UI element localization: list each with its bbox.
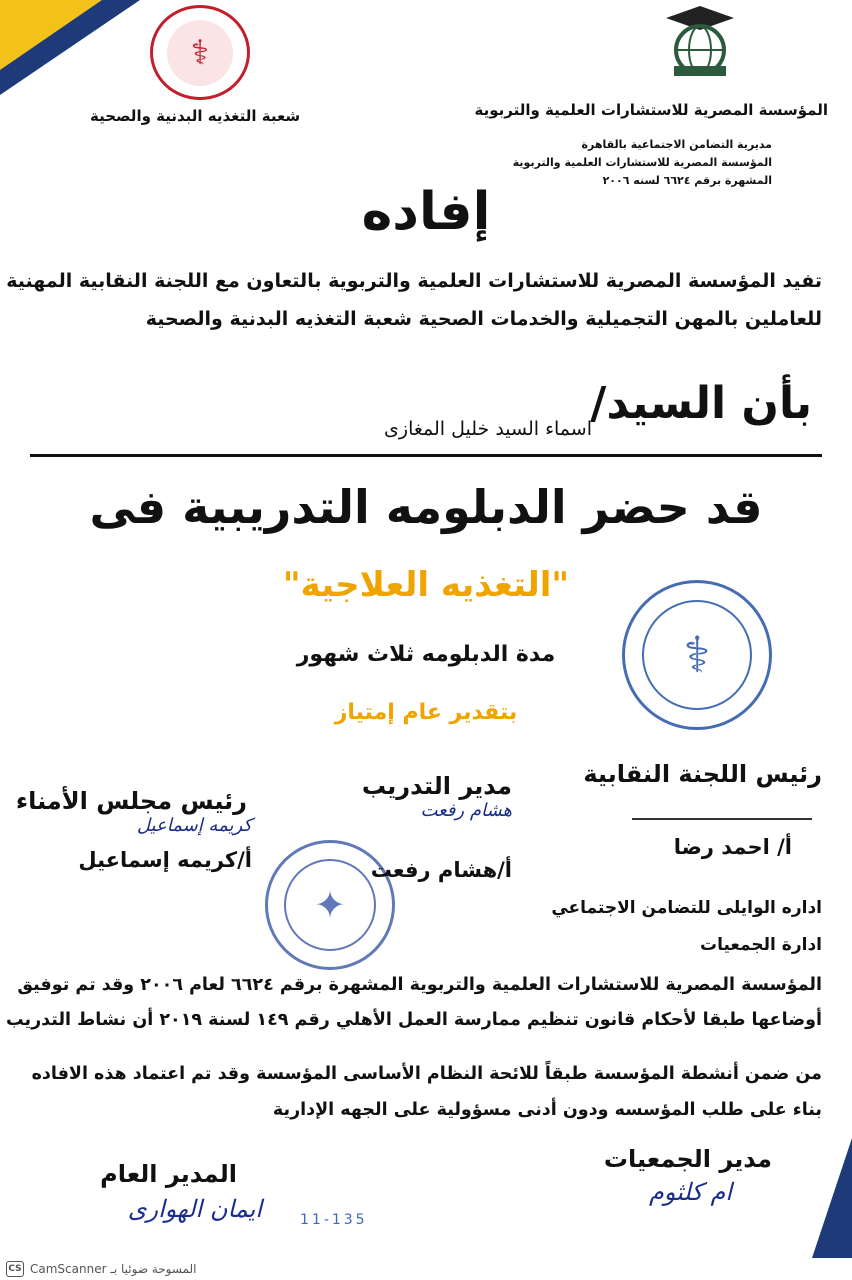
body-line-4: بناء على طلب المؤسسه ودون أدنى مسؤولية على الجهه الإدارية — [272, 1100, 822, 1120]
corner-decoration-bottom — [812, 1138, 852, 1258]
signatory-1-title: رئيس اللجنة النقابية — [583, 760, 822, 788]
divider — [30, 454, 822, 457]
corner-decoration-gold — [0, 0, 102, 70]
info-line-3: المشهرة برقم ٦٦٢٤ لسنه ٢٠٠٦ — [602, 174, 772, 187]
nutrition-branch-logo — [150, 5, 250, 100]
course-name: "التغذيه العلاجية" — [282, 565, 570, 605]
signatory-3-signature: كريمه إسماعيل — [136, 815, 252, 836]
eagle-emblem-icon: ✦ — [284, 859, 376, 951]
info-line-1: مديرية التضامن الاجتماعية بالقاهرة — [581, 138, 772, 151]
footer-signatory-2-title: المدير العام — [100, 1160, 237, 1188]
camscanner-icon: CS — [6, 1261, 24, 1277]
foundation-name: المؤسسة المصرية للاستشارات العلمية والتربوية — [474, 101, 828, 119]
info-line-2: المؤسسة المصرية للاستشارات العلمية والتربوية — [512, 156, 772, 169]
caduceus-icon: ⚕ — [642, 600, 752, 710]
admin-line-1: اداره الوايلى للتضامن الاجتماعي — [551, 898, 822, 918]
signatory-1-name: أ/ احمد رضا — [673, 835, 792, 859]
intro-line-2: للعاملين بالمهن التجميلية والخدمات الصحية شعبة التغذيه البدنية والصحية — [145, 308, 822, 330]
body-line-2: أوضاعها طبقا لأحكام قانون تنظيم ممارسة العمل الأهلي رقم ١٤٩ لسنة ٢٠١٩ أن نشاط التدريب — [6, 1010, 822, 1030]
footer-signatory-1-signature: ام كلثوم — [648, 1178, 732, 1206]
serial-number: 11-135 — [300, 1212, 368, 1228]
footer-signatory-2-signature: ايمان الهوارى — [127, 1195, 262, 1223]
signatory-3-name: أ/كريمه إسماعيل — [78, 848, 252, 872]
signatory-2-title: مدير التدريب — [361, 772, 512, 800]
signature-line-1 — [632, 818, 812, 820]
course-grade: بتقدير عام إمتياز — [334, 700, 518, 725]
watermark-text: CamScanner المسوحة ضوئيا بـ — [30, 1262, 197, 1276]
signatory-3-title: رئيس مجلس الأمناء — [15, 787, 247, 815]
intro-line-1: تفيد المؤسسة المصرية للاستشارات العلمية والتربوية بالتعاون مع اللجنة النقابية المهنية — [6, 270, 822, 292]
attended-statement: قد حضر الدبلومه التدريبية فى — [89, 480, 763, 534]
body-line-3: من ضمن أنشطة المؤسسة طبقاً للائحة النظام الأساسى المؤسسة وقد تم اعتماد هذه الافاده — [31, 1064, 822, 1084]
recipient-honorific: بأن السيد/ — [590, 378, 812, 429]
union-seal — [622, 580, 772, 730]
body-line-1: المؤسسة المصرية للاستشارات العلمية والتربوية المشهرة برقم ٦٦٢٤ لعام ٢٠٠٦ وقد تم توفيق — [17, 975, 822, 995]
document-title: إفاده — [361, 182, 491, 242]
course-duration: مدة الدبلومه ثلاث شهور — [296, 642, 556, 667]
foundation-logo — [660, 4, 740, 86]
caduceus-icon: ⚕ — [167, 20, 233, 86]
footer-signatory-1-title: مدير الجمعيات — [603, 1145, 772, 1173]
graduation-globe-icon — [660, 4, 740, 86]
signatory-2-name: أ/هشام رفعت — [370, 858, 512, 882]
admin-line-2: ادارة الجمعيات — [700, 935, 822, 955]
signatory-2-signature: هشام رفعت — [420, 800, 512, 821]
recipient-name: اسماء السيد خليل المغازى — [384, 418, 592, 440]
nutrition-branch-name: شعبة التغذيه البدنية والصحية — [90, 107, 301, 125]
scanner-watermark — [0, 1258, 852, 1280]
